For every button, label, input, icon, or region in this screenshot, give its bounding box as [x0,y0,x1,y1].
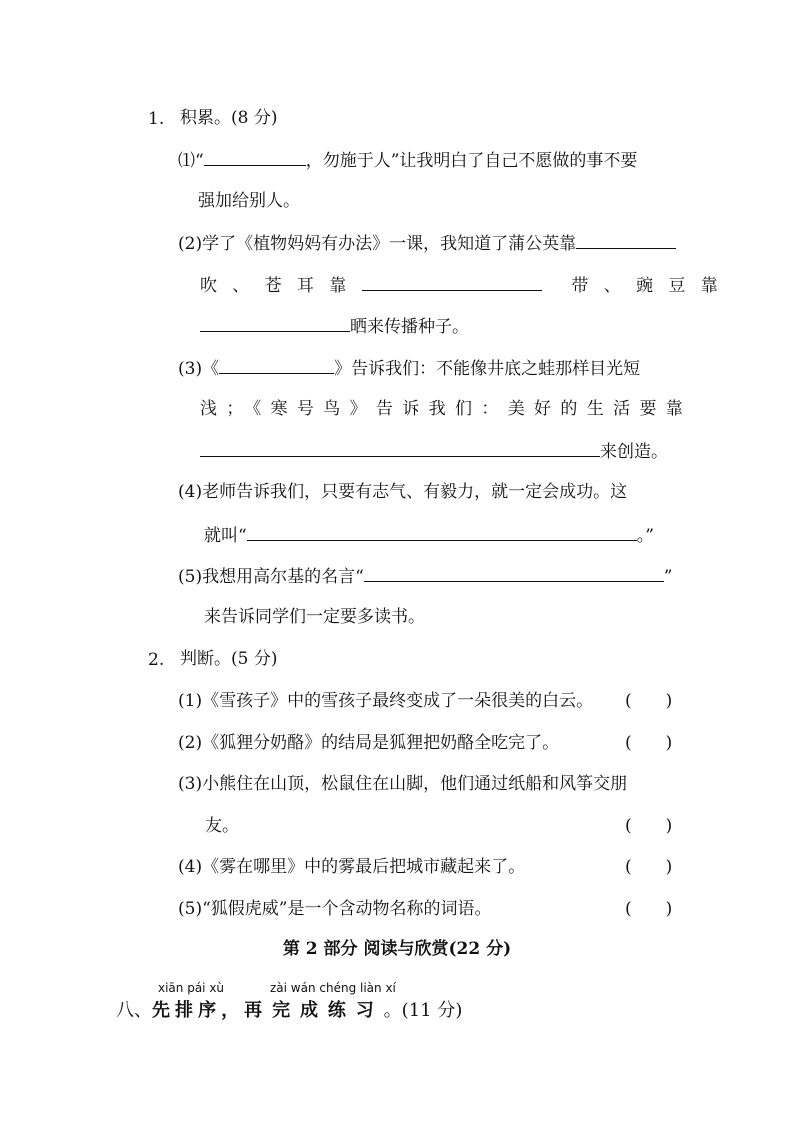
q2-item2-answer[interactable]: ( ) [625,733,673,753]
q1-item3-text-b: 》告诉我们：不能像井底之蛙那样目光短 [334,359,641,379]
q1-number: 1. [148,109,165,129]
q8-text-b: 再完成练习 [244,1000,384,1021]
q1-item3-blank2[interactable] [200,442,600,457]
q1-item4-blank[interactable] [247,526,637,541]
q1-item2-text-c: 带、豌豆靠 [571,276,733,296]
q1-item4-line1: (4)老师告诉我们，只要有志气、有毅力，就一定会成功。这 [178,482,628,502]
q1-item2-blank1[interactable] [576,234,676,249]
q8-score: 。(11 分) [383,1000,463,1021]
q1-item2-line3 [200,317,469,336]
q1-item5-blank[interactable] [364,567,664,582]
q2-item3-line1: (3)小熊住在山顶，松鼠住在山脚，他们通过纸船和风筝交朋 [178,774,628,794]
q2-item2-text: (2)《狐狸分奶酪》的结局是狐狸把奶酪全吃完了。 [178,733,560,753]
q1-item5-close: ” [663,567,673,587]
q1-item1-text: ，勿施于人”让我明白了自己不愿做的事不要 [305,151,638,171]
q1-title: 积累。(8 分) [180,108,278,128]
q2-item3-answer[interactable]: ( ) [625,816,673,836]
q2-title: 判断。(5 分) [180,649,278,669]
part2-heading: 第 2 部分 阅读与欣赏(22 分) [282,939,512,959]
q1-item3-tail: 来创造。 [600,442,668,462]
q2-item4-answer[interactable]: ( ) [625,857,673,877]
q1-item2-line1 [178,234,676,253]
q1-item5-line2: 来告诉同学们一定要多读书。 [204,607,425,627]
q1-item3-text-a: (3)《 [178,359,220,379]
q8-heading [116,1002,462,1020]
q1-item1-line1 [178,151,637,170]
q1-item2-blank3[interactable] [200,317,350,332]
q8-pinyin-a: xiān pái xù [158,981,225,995]
q1-item1-blank[interactable] [204,151,306,166]
q2-number: 2. [148,650,165,670]
q1-item2-blank2[interactable] [362,276,542,291]
q2-item4-text: (4)《雾在哪里》中的雾最后把城市藏起来了。 [178,857,526,877]
q2-item3-line2: 友。 [205,816,239,836]
q1-item4-text: 就叫“ [204,526,247,546]
q1-item4-line2 [204,526,654,545]
q1-item1-line2: 强加给别人。 [198,191,300,211]
q1-item5-text: (5)我想用高尔基的名言“ [178,567,364,587]
q1-item3-line2: 浅；《寒号鸟》告诉我们：美好的生活要靠 [200,399,693,419]
q1-item3-line3 [200,442,668,461]
q2-item1-answer[interactable]: ( ) [625,691,673,711]
q2-item5-answer[interactable]: ( ) [625,899,673,919]
q8-text-a: 先排序， [152,1000,245,1021]
q8-number: 八、 [116,1000,152,1021]
q1-item3-blank1[interactable] [219,359,334,374]
q1-item3-line1 [178,359,640,378]
q1-item2-text-b: 吹、苍耳靠 [200,276,362,296]
q2-item1-text: (1)《雪孩子》中的雪孩子最终变成了一朵很美的白云。 [178,691,594,711]
q1-item2-tail: 晒来传播种子。 [350,317,469,337]
q2-item5-text: (5)“狐假虎威”是一个含动物名称的词语。 [178,899,492,919]
q1-item2-text: (2)学了《植物妈妈有办法》一课，我知道了蒲公英靠 [178,234,577,254]
q1-item4-close: 。” [636,526,654,546]
q8-pinyin-b: zài wán chéng liàn xí [270,981,396,995]
q1-item5-line1 [178,567,672,586]
q1-item2-line2 [200,276,733,295]
q1-item1-prefix: ⑴“ [178,151,204,171]
